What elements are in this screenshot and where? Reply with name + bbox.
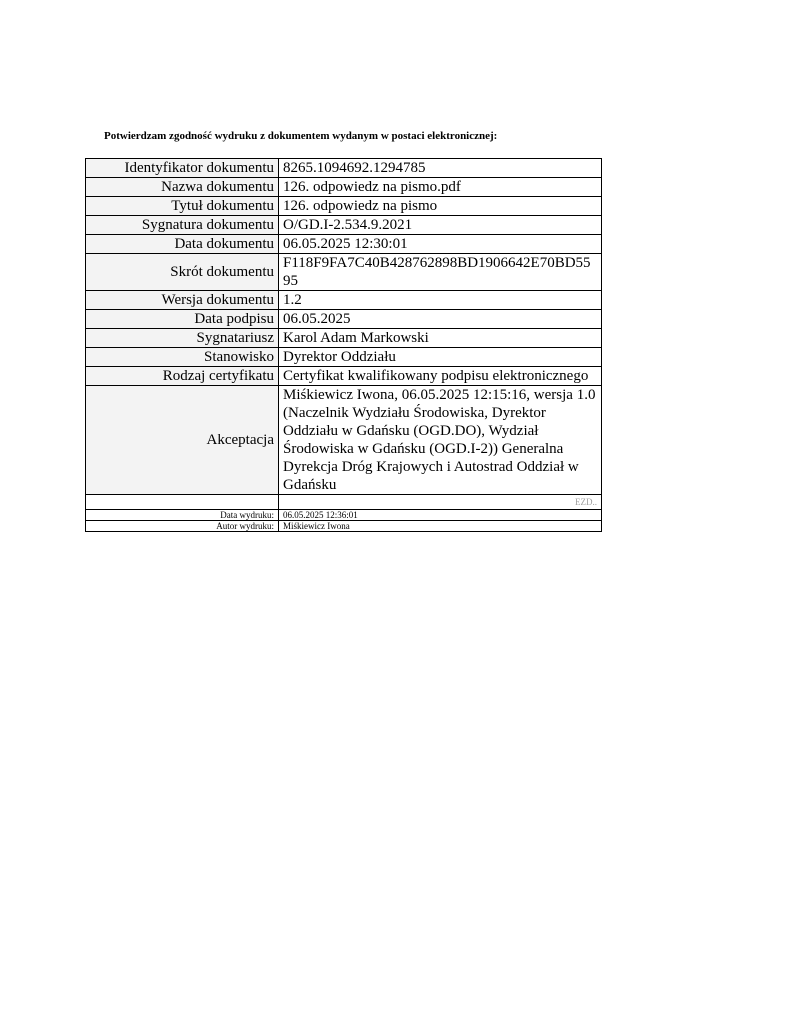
row-label-document-title: Tytuł dokumentu <box>86 197 279 216</box>
print-date-label: Data wydruku: <box>86 510 279 521</box>
row-value-signing-date: 06.05.2025 <box>279 310 602 329</box>
print-author-row <box>86 521 602 532</box>
row-value-document-hash: F118F9FA7C40B428762898BD1906642E70BD5595 <box>279 254 602 291</box>
confirmation-heading: Potwierdzam zgodność wydruku z dokumentem wydanym w postaci elektronicznej: <box>104 130 498 142</box>
table-row <box>86 291 602 310</box>
row-value-certificate-type: Certyfikat kwalifikowany podpisu elektronicznego <box>279 367 602 386</box>
ezd-row <box>86 495 602 510</box>
print-date-value: 06.05.2025 12:36:01 <box>279 510 602 521</box>
row-value-acceptance: Miśkiewicz Iwona, 06.05.2025 12:15:16, wersja 1.0 (Naczelnik Wydziału Środowiska, Dyrektor Oddziału w Gdańsku (OGD.DO), Wydział Środowiska w Gdańsku (OGD.I-2)) Generalna Dyrekcja Dróg Krajowych i Autostrad Oddział w Gdańsku <box>279 386 602 495</box>
print-author-value: Miśkiewicz Iwona <box>279 521 602 532</box>
table-row <box>86 386 602 495</box>
row-label-signing-date: Data podpisu <box>86 310 279 329</box>
print-author-label: Autor wydruku: <box>86 521 279 532</box>
row-label-certificate-type: Rodzaj certyfikatu <box>86 367 279 386</box>
row-value-document-name: 126. odpowiedz na pismo.pdf <box>279 178 602 197</box>
row-value-document-version: 1.2 <box>279 291 602 310</box>
table-row <box>86 329 602 348</box>
table-row <box>86 367 602 386</box>
row-value-position: Dyrektor Oddziału <box>279 348 602 367</box>
row-label-document-hash: Skrót dokumentu <box>86 254 279 291</box>
row-value-document-id: 8265.1094692.1294785 <box>279 159 602 178</box>
table-row <box>86 348 602 367</box>
row-label-position: Stanowisko <box>86 348 279 367</box>
table-row <box>86 178 602 197</box>
row-label-document-id: Identyfikator dokumentu <box>86 159 279 178</box>
row-label-document-date: Data dokumentu <box>86 235 279 254</box>
row-label-document-signature: Sygnatura dokumentu <box>86 216 279 235</box>
table-row <box>86 254 602 291</box>
row-value-document-signature: O/GD.I-2.534.9.2021 <box>279 216 602 235</box>
document-metadata-table <box>85 158 602 532</box>
row-value-document-date: 06.05.2025 12:30:01 <box>279 235 602 254</box>
table-row <box>86 235 602 254</box>
row-label-document-version: Wersja dokumentu <box>86 291 279 310</box>
row-value-signatory: Karol Adam Markowski <box>279 329 602 348</box>
row-label-signatory: Sygnatariusz <box>86 329 279 348</box>
table-row <box>86 310 602 329</box>
row-value-document-title: 126. odpowiedz na pismo <box>279 197 602 216</box>
row-label-acceptance: Akceptacja <box>86 386 279 495</box>
table-row <box>86 159 602 178</box>
ezd-marker: EZD.. <box>279 495 602 510</box>
print-date-row <box>86 510 602 521</box>
row-label-document-name: Nazwa dokumentu <box>86 178 279 197</box>
table-row <box>86 216 602 235</box>
table-row <box>86 197 602 216</box>
ezd-row-empty <box>86 495 279 510</box>
